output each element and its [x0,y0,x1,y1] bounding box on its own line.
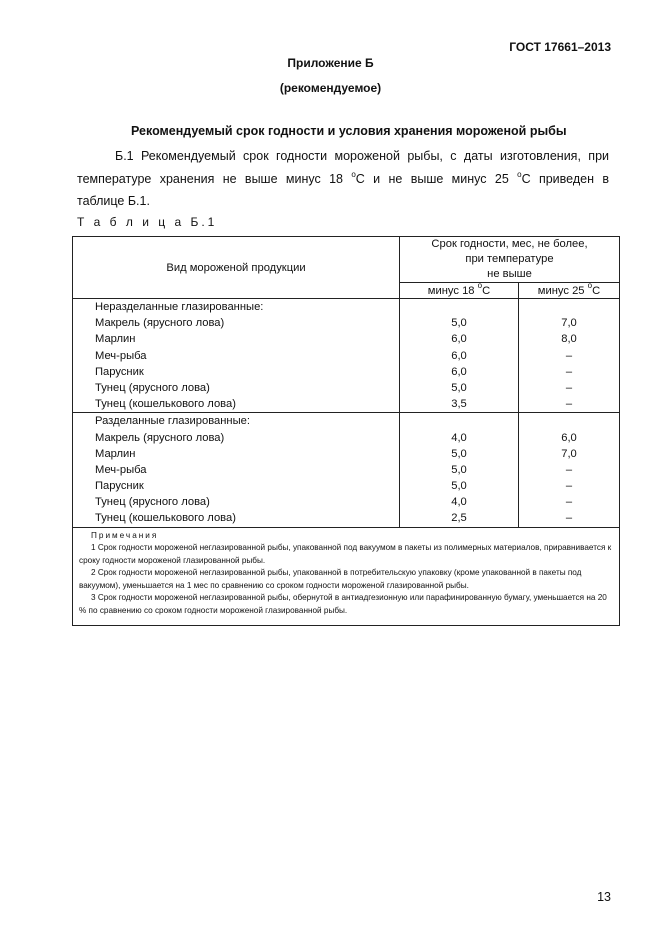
row-name: Марлин [95,447,136,460]
table-group-row [73,413,620,527]
row-name: Тунец (ярусного лова) [95,381,210,394]
group-1-t25: 7,0 8,0 – – – – [519,299,620,413]
table-notes-row [73,527,620,626]
row-name: Тунец (кошелькового лова) [95,398,236,411]
row-name: Марлин [95,333,136,346]
standard-number: ГОСТ 17661–2013 [509,40,611,54]
table-header-row [73,237,620,283]
row-name: Парусник [95,365,144,378]
paragraph-line-3: таблице Б.1. [77,194,150,208]
row-name: Тунец (кошелькового лова) [95,512,236,525]
paragraph-line-2: температуре хранения не выше минус 18 $^о$С и не выше минус 25 $^о$С приведен в [77,169,609,186]
row-name: Парусник [95,480,144,493]
row-name: Меч-рыба [95,463,147,476]
row-name: Тунец (ярусного лова) [95,496,210,509]
paragraph-line-1: Б.1 Рекомендуемый срок годности мороженой рыбы, с даты изготовления, при [115,149,609,163]
header-period: Срок годности, мес, не более, при температуре не выше [400,237,620,283]
note-2: 2 Срок годности мороженой неглазированной рыбы, упакованной в потребительскую упаковку (кроме упакованной в пакеты под вакуумом), уменьшается на 1 мес по сравнению со сроком годности мороженой глазированной рыбы. [79,568,582,590]
shelf-life-table [72,236,620,626]
appendix-title: Приложение Б [287,56,374,70]
group-title: Неразделанные глазированные: [95,301,264,313]
group-2-t25: 6,0 7,0 – – – – [519,413,620,527]
note-3: 3 Срок годности мороженой неглазированной рыбы, обернутой в антиадгезионную или парафинированную бумагу, уменьшается на 20 % по сравнению со сроком годности мороженой глазированной рыбы. [79,593,607,615]
table-caption: Т а б л и ц а Б.1 [77,215,218,229]
table-group-row [73,299,620,413]
appendix-type: (рекомендуемое) [279,81,382,95]
group-title: Разделанные глазированные: [95,415,250,428]
group-1-names [73,299,400,413]
row-name: Макрель (ярусного лова) [95,431,225,444]
header-product: Вид мороженой продукции [73,237,400,299]
group-2-t18: 4,0 5,0 5,0 5,0 4,0 2,5 [400,413,519,527]
page-number: 13 [597,890,611,904]
header-temp-25: минус 25 $^о$С [519,283,620,299]
note-1: 1 Срок годности мороженой неглазированной рыбы, упакованной под вакуумом в пакеты из полимерных материалов, приравнивается к сроку годности мороженой глазированной рыбы. [79,543,612,565]
row-name: Макрель (ярусного лова) [95,317,225,330]
group-2-names [73,413,400,527]
row-name: Меч-рыба [95,349,147,362]
group-1-t18: 5,0 6,0 6,0 6,0 5,0 3,5 [400,299,519,413]
intro-paragraph [77,145,609,213]
header-temp-18: минус 18 $^о$С [400,283,519,299]
section-title: Рекомендуемый срок годности и условия хранения мороженой рыбы [131,124,567,138]
notes-title: Примечания [91,530,159,540]
table-notes [73,527,620,626]
